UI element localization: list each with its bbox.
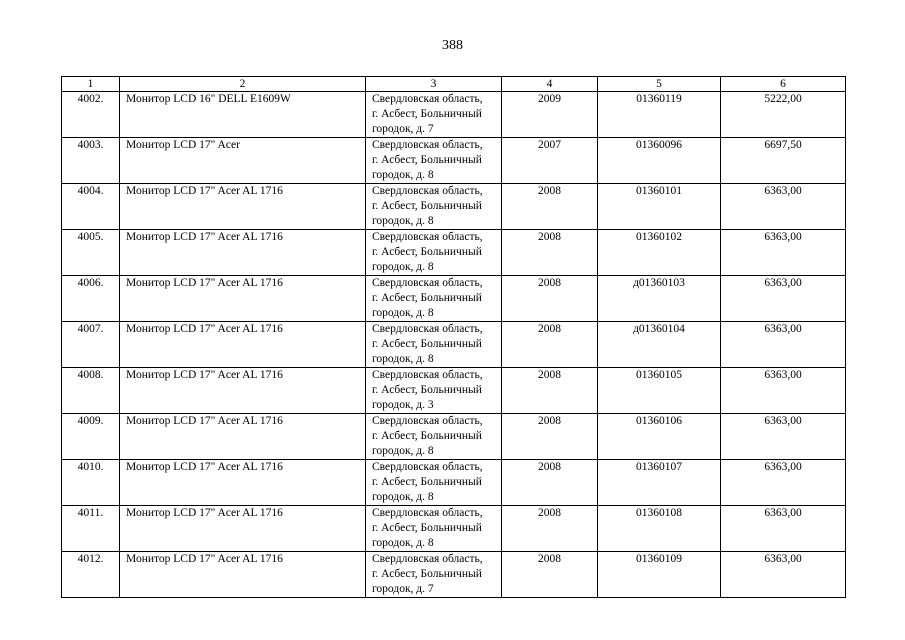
row-number: 4012. xyxy=(62,552,120,598)
address-line: Свердловская область, xyxy=(372,323,483,335)
item-year: 2008 xyxy=(502,230,598,276)
item-address xyxy=(366,92,502,138)
item-year: 2008 xyxy=(502,184,598,230)
table-row xyxy=(62,414,846,460)
address-line: г. Асбест, Больничный xyxy=(372,154,482,166)
item-cost: 6363,00 xyxy=(721,414,846,460)
row-number: 4005. xyxy=(62,230,120,276)
table-row xyxy=(62,368,846,414)
address-line: городок, д. 8 xyxy=(372,215,434,227)
address-line: г. Асбест, Больничный xyxy=(372,338,482,350)
column-header: 1 xyxy=(62,77,120,92)
table-row xyxy=(62,184,846,230)
item-year: 2007 xyxy=(502,138,598,184)
item-year: 2008 xyxy=(502,414,598,460)
address-line: городок, д. 8 xyxy=(372,491,434,503)
column-header: 6 xyxy=(721,77,846,92)
address-line: Свердловская область, xyxy=(372,139,483,151)
item-name: Монитор LCD 17" Acer AL 1716 xyxy=(120,414,366,460)
item-address xyxy=(366,460,502,506)
inventory-number: д01360103 xyxy=(598,276,721,322)
item-year: 2008 xyxy=(502,506,598,552)
address-line: городок, д. 8 xyxy=(372,537,434,549)
table-body xyxy=(62,92,846,598)
table-row xyxy=(62,276,846,322)
item-cost: 6363,00 xyxy=(721,276,846,322)
item-name: Монитор LCD 17" Acer AL 1716 xyxy=(120,184,366,230)
page-number: 388 xyxy=(442,38,463,53)
row-number: 4006. xyxy=(62,276,120,322)
item-cost: 6363,00 xyxy=(721,552,846,598)
item-name: Монитор LCD 16" DELL E1609W xyxy=(120,92,366,138)
table-row xyxy=(62,322,846,368)
address-line: Свердловская область, xyxy=(372,507,483,519)
item-name: Монитор LCD 17" Acer AL 1716 xyxy=(120,230,366,276)
item-year: 2008 xyxy=(502,322,598,368)
address-line: Свердловская область, xyxy=(372,553,483,565)
row-number: 4003. xyxy=(62,138,120,184)
inventory-number: 01360102 xyxy=(598,230,721,276)
column-header: 5 xyxy=(598,77,721,92)
address-line: г. Асбест, Больничный xyxy=(372,522,482,534)
inventory-table xyxy=(61,76,846,598)
address-line: Свердловская область, xyxy=(372,461,483,473)
item-name: Монитор LCD 17" Acer AL 1716 xyxy=(120,506,366,552)
address-line: Свердловская область, xyxy=(372,93,483,105)
address-line: г. Асбест, Больничный xyxy=(372,292,482,304)
item-address xyxy=(366,368,502,414)
item-address xyxy=(366,138,502,184)
address-line: Свердловская область, xyxy=(372,277,483,289)
address-line: г. Асбест, Больничный xyxy=(372,246,482,258)
item-address xyxy=(366,276,502,322)
row-number: 4010. xyxy=(62,460,120,506)
address-line: г. Асбест, Больничный xyxy=(372,430,482,442)
inventory-number: д01360104 xyxy=(598,322,721,368)
item-name: Монитор LCD 17" Acer xyxy=(120,138,366,184)
table-row xyxy=(62,138,846,184)
row-number: 4009. xyxy=(62,414,120,460)
address-line: г. Асбест, Больничный xyxy=(372,476,482,488)
address-line: городок, д. 8 xyxy=(372,445,434,457)
table-row xyxy=(62,552,846,598)
item-cost: 6697,50 xyxy=(721,138,846,184)
item-cost: 6363,00 xyxy=(721,230,846,276)
column-header: 4 xyxy=(502,77,598,92)
item-year: 2008 xyxy=(502,460,598,506)
address-line: городок, д. 7 xyxy=(372,583,434,595)
item-year: 2008 xyxy=(502,552,598,598)
address-line: г. Асбест, Больничный xyxy=(372,384,482,396)
column-header: 3 xyxy=(366,77,502,92)
address-line: городок, д. 8 xyxy=(372,261,434,273)
inventory-number: 01360119 xyxy=(598,92,721,138)
address-line: Свердловская область, xyxy=(372,231,483,243)
item-address xyxy=(366,322,502,368)
item-address xyxy=(366,506,502,552)
address-line: г. Асбест, Больничный xyxy=(372,108,482,120)
inventory-number: 01360101 xyxy=(598,184,721,230)
address-line: городок, д. 7 xyxy=(372,123,434,135)
inventory-number: 01360106 xyxy=(598,414,721,460)
item-cost: 5222,00 xyxy=(721,92,846,138)
item-cost: 6363,00 xyxy=(721,322,846,368)
row-number: 4002. xyxy=(62,92,120,138)
item-address xyxy=(366,230,502,276)
address-line: Свердловская область, xyxy=(372,185,483,197)
address-line: городок, д. 8 xyxy=(372,169,434,181)
table-row xyxy=(62,506,846,552)
row-number: 4007. xyxy=(62,322,120,368)
item-name: Монитор LCD 17" Acer AL 1716 xyxy=(120,552,366,598)
address-line: городок, д. 3 xyxy=(372,399,434,411)
item-cost: 6363,00 xyxy=(721,368,846,414)
column-header: 2 xyxy=(120,77,366,92)
inventory-number: 01360096 xyxy=(598,138,721,184)
item-cost: 6363,00 xyxy=(721,184,846,230)
address-line: г. Асбест, Больничный xyxy=(372,200,482,212)
row-number: 4011. xyxy=(62,506,120,552)
address-line: Свердловская область, xyxy=(372,369,483,381)
table-row xyxy=(62,460,846,506)
inventory-number: 01360109 xyxy=(598,552,721,598)
item-year: 2009 xyxy=(502,92,598,138)
address-line: городок, д. 8 xyxy=(372,307,434,319)
item-name: Монитор LCD 17" Acer AL 1716 xyxy=(120,322,366,368)
item-cost: 6363,00 xyxy=(721,506,846,552)
inventory-number: 01360107 xyxy=(598,460,721,506)
item-name: Монитор LCD 17" Acer AL 1716 xyxy=(120,460,366,506)
address-line: Свердловская область, xyxy=(372,415,483,427)
table-row xyxy=(62,92,846,138)
item-address xyxy=(366,552,502,598)
table-row xyxy=(62,230,846,276)
item-year: 2008 xyxy=(502,276,598,322)
inventory-number: 01360108 xyxy=(598,506,721,552)
address-line: городок, д. 8 xyxy=(372,353,434,365)
row-number: 4004. xyxy=(62,184,120,230)
item-name: Монитор LCD 17" Acer AL 1716 xyxy=(120,276,366,322)
item-name: Монитор LCD 17" Acer AL 1716 xyxy=(120,368,366,414)
inventory-number: 01360105 xyxy=(598,368,721,414)
address-line: г. Асбест, Больничный xyxy=(372,568,482,580)
item-year: 2008 xyxy=(502,368,598,414)
item-address xyxy=(366,184,502,230)
item-cost: 6363,00 xyxy=(721,460,846,506)
header-row xyxy=(62,77,846,92)
row-number: 4008. xyxy=(62,368,120,414)
item-address xyxy=(366,414,502,460)
